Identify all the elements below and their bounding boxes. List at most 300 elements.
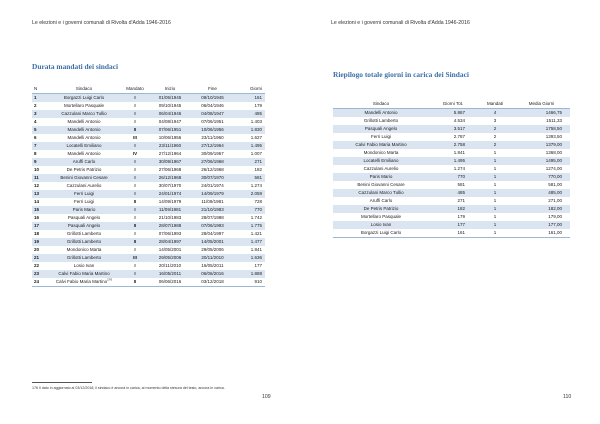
table-cell <box>120 254 150 262</box>
cell-text: 06/04/1946 <box>201 103 224 108</box>
column-header: N <box>32 85 48 94</box>
table-cell <box>150 110 190 118</box>
table-cell <box>235 142 265 150</box>
footnote: 176 Il dato in aggiornato al 03/12/2018, il sindaco è ancora in carica, al momento della stesura del testo, ancora in carica. <box>32 386 225 390</box>
table-cell <box>235 254 265 262</box>
cell-text: 14/09/1979 <box>158 199 182 204</box>
cell-text: Borgazzi Luigi Carlo <box>63 95 105 100</box>
cell-text: 30/07/1970 <box>201 175 224 180</box>
table-cell: 1.274 <box>429 165 477 173</box>
table-cell: 4 <box>477 109 513 118</box>
cell-text: 23/11/1960 <box>201 135 224 140</box>
cell-text: 1.421 <box>250 231 262 236</box>
cell-text: 18 <box>34 231 40 236</box>
table-row <box>333 213 570 221</box>
cell-text: 28/04/1997 <box>201 231 224 236</box>
cell-text: I <box>134 271 136 276</box>
cell-text: 1.775 <box>250 223 262 228</box>
table-row <box>32 110 265 118</box>
table-cell <box>48 230 120 238</box>
table-cell: Losio Ivan <box>333 221 429 229</box>
cell-text: Mondonico Marta <box>66 247 102 252</box>
table-cell <box>150 118 190 126</box>
table-cell <box>120 126 150 134</box>
cell-text: I <box>134 167 136 172</box>
table-cell <box>32 158 48 166</box>
table-cell <box>235 278 265 287</box>
cell-text: 179 <box>254 103 262 108</box>
right-page <box>300 0 600 424</box>
cell-text: Mandelli Antonio <box>67 151 101 156</box>
cell-text: 177 <box>254 263 262 268</box>
table-cell <box>150 190 190 198</box>
cell-text: 16 <box>34 215 40 220</box>
table-cell: Mondonico Marta <box>333 149 429 157</box>
table-cell: 2 <box>477 133 513 141</box>
table-cell: 1466,75 <box>513 109 570 118</box>
cell-text: Grillotti Lamberto <box>66 255 102 260</box>
table-cell <box>190 174 235 182</box>
cell-text: 161 <box>254 95 262 100</box>
table-cell: 1 <box>477 181 513 189</box>
table-cell: Benini Giovanni Cesare <box>333 181 429 189</box>
table-cell: 1368,00 <box>513 149 570 157</box>
cell-text: 16/05/2011 <box>201 263 224 268</box>
column-header: Inizio <box>150 85 190 94</box>
table-cell: De Petris Patrizio <box>333 205 429 213</box>
table-cell: 161 <box>429 229 477 238</box>
cell-text: 11 <box>34 175 39 180</box>
table-cell <box>235 206 265 214</box>
cell-text: 28/07/1988 <box>201 215 224 220</box>
summary-table-body <box>333 109 570 238</box>
cell-text: Cazzulani Aurelio <box>66 183 102 188</box>
section-title: Riepilogo totale giorni in carica dei Sindaci <box>333 70 469 79</box>
table-cell <box>150 254 190 262</box>
table-cell <box>150 134 190 142</box>
table-cell <box>48 94 120 103</box>
cell-text: 30/07/1970 <box>158 183 182 188</box>
cell-text: 910 <box>254 279 262 284</box>
cell-text: 1.627 <box>250 135 262 140</box>
cell-text: II <box>133 127 137 132</box>
table-cell <box>190 102 235 110</box>
table-cell: 1.841 <box>429 149 477 157</box>
table-cell: 770 <box>429 173 477 181</box>
table-row <box>32 230 265 238</box>
table-cell <box>190 190 235 198</box>
table-cell <box>48 198 120 206</box>
column-header: Fine <box>190 85 235 94</box>
table-row <box>32 262 265 270</box>
table-cell <box>32 270 48 278</box>
table-cell <box>120 166 150 174</box>
table-cell <box>150 230 190 238</box>
cell-text: I <box>134 231 136 236</box>
table-cell: Mandelli Antonio <box>333 109 429 118</box>
cell-text: 1.636 <box>250 255 262 260</box>
table-cell <box>32 214 48 222</box>
table-cell <box>150 198 190 206</box>
cell-text: 770 <box>254 207 262 212</box>
table-cell <box>150 270 190 278</box>
table-cell <box>48 158 120 166</box>
cell-text: 07/06/1951 <box>158 127 182 132</box>
table-row <box>333 181 570 189</box>
table-cell <box>32 166 48 174</box>
table-cell: Grillotti Lamberto <box>333 117 429 125</box>
table-header-row <box>32 85 265 94</box>
table-cell <box>190 110 235 118</box>
table-cell <box>120 102 150 110</box>
cell-text: 23 <box>34 271 40 276</box>
table-row <box>333 125 570 133</box>
cell-text: Calvi Fabio Maria Martino <box>58 271 110 276</box>
cell-text: 11/09/1981 <box>158 207 182 212</box>
table-cell <box>120 94 150 103</box>
table-cell: 1393,50 <box>513 133 570 141</box>
cell-text: 1.403 <box>250 119 262 124</box>
cell-text: Calvi Fabio Maria Martino <box>55 279 108 284</box>
cell-text: 23/11/1960 <box>158 143 182 148</box>
cell-text: Benini Giovanni Cesare <box>60 175 108 180</box>
table-row <box>333 165 570 173</box>
table-cell <box>235 102 265 110</box>
table-cell <box>190 254 235 262</box>
table-cell: 182 <box>429 205 477 213</box>
cell-text: 09/10/1945 <box>158 103 182 108</box>
table-cell <box>150 214 190 222</box>
table-cell <box>48 110 120 118</box>
cell-text: I <box>134 95 136 100</box>
cell-text: 06/04/1946 <box>158 111 182 116</box>
table-cell: 1495,00 <box>513 157 570 165</box>
table-cell <box>48 206 120 214</box>
table-cell <box>48 222 120 230</box>
table-cell <box>32 198 48 206</box>
cell-text: 6 <box>34 135 37 140</box>
cell-text: 03/12/2018 <box>201 279 224 284</box>
column-header: Mandato <box>120 85 150 94</box>
cell-text: 22 <box>34 263 40 268</box>
table-cell <box>235 158 265 166</box>
cell-text: 15 <box>34 207 40 212</box>
cell-text: 27/12/1964 <box>158 151 182 156</box>
table-cell <box>48 270 120 278</box>
table-row <box>32 198 265 206</box>
table-cell <box>32 110 48 118</box>
table-cell: 1 <box>477 173 513 181</box>
table-cell <box>235 222 265 230</box>
table-cell <box>190 238 235 246</box>
table-cell: Borgazzi Luigi Carlo <box>333 229 429 238</box>
cell-text: III <box>133 135 137 140</box>
table-cell <box>120 150 150 158</box>
cell-text: 06/06/2016 <box>158 279 182 284</box>
table-cell <box>48 134 120 142</box>
cell-text: 728 <box>254 199 262 204</box>
cell-text: 14/05/2001 <box>201 239 224 244</box>
table-row <box>333 205 570 213</box>
table-cell <box>48 150 120 158</box>
table-cell <box>48 190 120 198</box>
column-header: Sindaco <box>333 100 429 109</box>
table-row <box>333 221 570 229</box>
running-header: Le elezioni e i governi comunali di Rivolta d'Adda 1946-2016 <box>331 20 470 26</box>
cell-text: 01/05/1945 <box>158 95 182 100</box>
cell-text: Pasquali Angelo <box>67 223 101 228</box>
table-cell: Pasquali Angelo <box>333 125 429 133</box>
table-cell <box>235 238 265 246</box>
table-row <box>32 158 265 166</box>
cell-text: I <box>134 111 136 116</box>
table-row <box>32 238 265 246</box>
table-cell <box>235 198 265 206</box>
cell-text: 21/10/1983 <box>201 207 224 212</box>
cell-text: Mandelli Antonio <box>67 135 101 140</box>
table-cell <box>120 206 150 214</box>
table-cell <box>190 278 235 287</box>
table-cell <box>150 182 190 190</box>
cell-text: 09/10/1945 <box>201 95 224 100</box>
column-header: Giorni <box>235 85 265 94</box>
table-cell: 5.867 <box>429 109 477 118</box>
table-cell <box>150 158 190 166</box>
cell-text: 19 <box>34 239 40 244</box>
cell-text: 21/10/1983 <box>158 215 182 220</box>
table-cell <box>235 110 265 118</box>
cell-text: 20 <box>34 247 40 252</box>
table-cell: 1758,50 <box>513 125 570 133</box>
cell-text: 4 <box>34 119 37 124</box>
cell-text: Aruffi Carlo <box>72 159 96 164</box>
table-cell: 271 <box>429 197 477 205</box>
table-cell <box>48 182 120 190</box>
cell-text: 30/09/1967 <box>158 159 182 164</box>
table-cell: 161,00 <box>513 229 570 238</box>
cell-text: Grillotti Lamberto <box>66 231 102 236</box>
table-cell: 1274,00 <box>513 165 570 173</box>
table-cell: 1 <box>477 165 513 173</box>
cell-text: II <box>133 199 137 204</box>
table-row <box>32 134 265 142</box>
table-cell: 581,00 <box>513 181 570 189</box>
cell-text: 8 <box>34 151 37 156</box>
cell-text: 16/05/2011 <box>158 271 182 276</box>
table-cell <box>48 142 120 150</box>
table-cell <box>32 262 48 270</box>
table-cell <box>190 94 235 103</box>
table-cell: 581 <box>429 181 477 189</box>
table-cell <box>235 134 265 142</box>
cell-text: 182 <box>254 167 262 172</box>
cell-text: I <box>134 191 136 196</box>
cell-text: 28/04/1997 <box>158 239 182 244</box>
table-cell: 2.787 <box>429 133 477 141</box>
cell-text: I <box>134 143 136 148</box>
table-cell <box>235 126 265 134</box>
cell-text: 2 <box>34 103 37 108</box>
table-cell <box>120 134 150 142</box>
table-cell: Paris Mario <box>333 173 429 181</box>
table-cell: 177 <box>429 221 477 229</box>
table-cell <box>190 270 235 278</box>
column-header: Sindaco <box>48 85 120 94</box>
table-row <box>32 254 265 262</box>
cell-text: Mandelli Antonio <box>67 127 101 132</box>
cell-text: II <box>133 223 137 228</box>
table-cell: 179,00 <box>513 213 570 221</box>
table-cell: Aruffi Carlo <box>333 197 429 205</box>
table-cell <box>190 262 235 270</box>
table-cell: 182,00 <box>513 205 570 213</box>
table-cell <box>120 158 150 166</box>
cell-text: 485 <box>254 111 262 116</box>
table-cell <box>150 150 190 158</box>
table-cell <box>32 254 48 262</box>
table-cell <box>48 166 120 174</box>
table-cell <box>48 174 120 182</box>
summary-table <box>333 100 570 238</box>
table-cell <box>190 126 235 134</box>
table-cell: 2 <box>477 125 513 133</box>
cell-text: 27/12/1964 <box>201 143 224 148</box>
table-cell: 179 <box>429 213 477 221</box>
table-cell <box>48 246 120 254</box>
cell-text: 26/12/1968 <box>158 175 182 180</box>
cell-text: 24/01/1974 <box>201 183 224 188</box>
cell-text: I <box>134 215 136 220</box>
table-cell <box>150 246 190 254</box>
table-cell <box>120 238 150 246</box>
table-row <box>32 94 265 103</box>
cell-text: 07/06/1993 <box>158 231 182 236</box>
table-cell <box>120 270 150 278</box>
table-row <box>32 222 265 230</box>
table-row <box>32 246 265 254</box>
cell-text: 1.742 <box>250 215 262 220</box>
table-cell <box>190 222 235 230</box>
cell-text: 581 <box>254 175 262 180</box>
cell-text: 10/06/1956 <box>201 127 224 132</box>
table-cell <box>32 182 48 190</box>
table-row <box>333 229 570 238</box>
table-cell <box>120 198 150 206</box>
table-cell: Cazzulani Aurelio <box>333 165 429 173</box>
table-cell: Cazzulani Marco Tullio <box>333 189 429 197</box>
table-cell <box>235 94 265 103</box>
table-cell <box>32 142 48 150</box>
table-cell <box>150 238 190 246</box>
table-cell <box>190 134 235 142</box>
table-row <box>32 118 265 126</box>
cell-text: 07/06/1993 <box>201 223 224 228</box>
table-row <box>32 278 265 287</box>
table-row <box>333 149 570 157</box>
table-cell: 1 <box>477 157 513 165</box>
column-header: Media Giorni <box>513 100 570 109</box>
table-cell <box>120 142 150 150</box>
table-row <box>32 166 265 174</box>
table-cell <box>235 190 265 198</box>
cell-text: I <box>134 159 136 164</box>
table-cell: 4.534 <box>429 117 477 125</box>
cell-text: I <box>134 207 136 212</box>
table-cell: Mortellaro Pasquale <box>333 213 429 221</box>
cell-text: De Petris Patrizio <box>66 167 102 172</box>
table-cell <box>120 174 150 182</box>
table-cell <box>48 118 120 126</box>
table-cell <box>120 190 150 198</box>
table-cell: 3.517 <box>429 125 477 133</box>
cell-text: 14/09/1979 <box>201 191 224 196</box>
table-cell: 1 <box>477 197 513 205</box>
table-row <box>32 142 265 150</box>
table-row <box>32 206 265 214</box>
table-cell: 2.758 <box>429 141 477 149</box>
table-cell <box>190 150 235 158</box>
table-cell <box>48 102 120 110</box>
running-header: Le elezioni e i governi comunali di Rivolta d'Adda 1946-2016 <box>32 20 171 26</box>
footnote-divider <box>32 382 92 383</box>
cell-text: 2.059 <box>250 191 262 196</box>
cell-text: 5 <box>34 127 37 132</box>
cell-text: 14/05/2001 <box>158 247 182 252</box>
cell-text: 1.841 <box>250 247 262 252</box>
cell-text: 11/09/1981 <box>201 199 224 204</box>
table-cell <box>32 190 48 198</box>
table-cell <box>150 166 190 174</box>
cell-text: 21 <box>34 255 40 260</box>
cell-text: Mortellaro Pasquale <box>63 103 105 108</box>
table-row <box>32 214 265 222</box>
table-cell <box>32 246 48 254</box>
table-row <box>333 157 570 165</box>
table-cell <box>190 142 235 150</box>
cell-text: 1.495 <box>250 143 262 148</box>
column-header: Mandati <box>477 100 513 109</box>
cell-text: I <box>134 183 136 188</box>
table-cell: 271,00 <box>513 197 570 205</box>
table-cell <box>190 214 235 222</box>
cell-text: 27/06/1968 <box>201 159 224 164</box>
cell-text: 14 <box>34 199 40 204</box>
table-cell <box>150 102 190 110</box>
cell-text: 3 <box>34 111 37 116</box>
table-row <box>333 141 570 149</box>
cell-text: 7 <box>34 143 37 148</box>
table-cell <box>190 158 235 166</box>
table-cell <box>190 198 235 206</box>
cell-text: I <box>134 119 136 124</box>
table-cell <box>120 262 150 270</box>
table-cell <box>190 230 235 238</box>
table-cell: Calvi Fabio Maria Martino <box>333 141 429 149</box>
table-cell: 1 <box>477 189 513 197</box>
cell-text: 24/01/1974 <box>158 191 182 196</box>
table-cell: Locatelli Emiliano <box>333 157 429 165</box>
cell-text: 29/05/2006 <box>201 247 224 252</box>
table-row <box>32 126 265 134</box>
table-cell: 3 <box>477 117 513 125</box>
table-cell <box>235 182 265 190</box>
table-cell <box>48 278 120 287</box>
cell-text: Mandelli Antonio <box>67 119 101 124</box>
cell-text: I <box>134 263 136 268</box>
table-cell <box>32 278 48 287</box>
table-cell <box>190 182 235 190</box>
table-cell <box>120 214 150 222</box>
